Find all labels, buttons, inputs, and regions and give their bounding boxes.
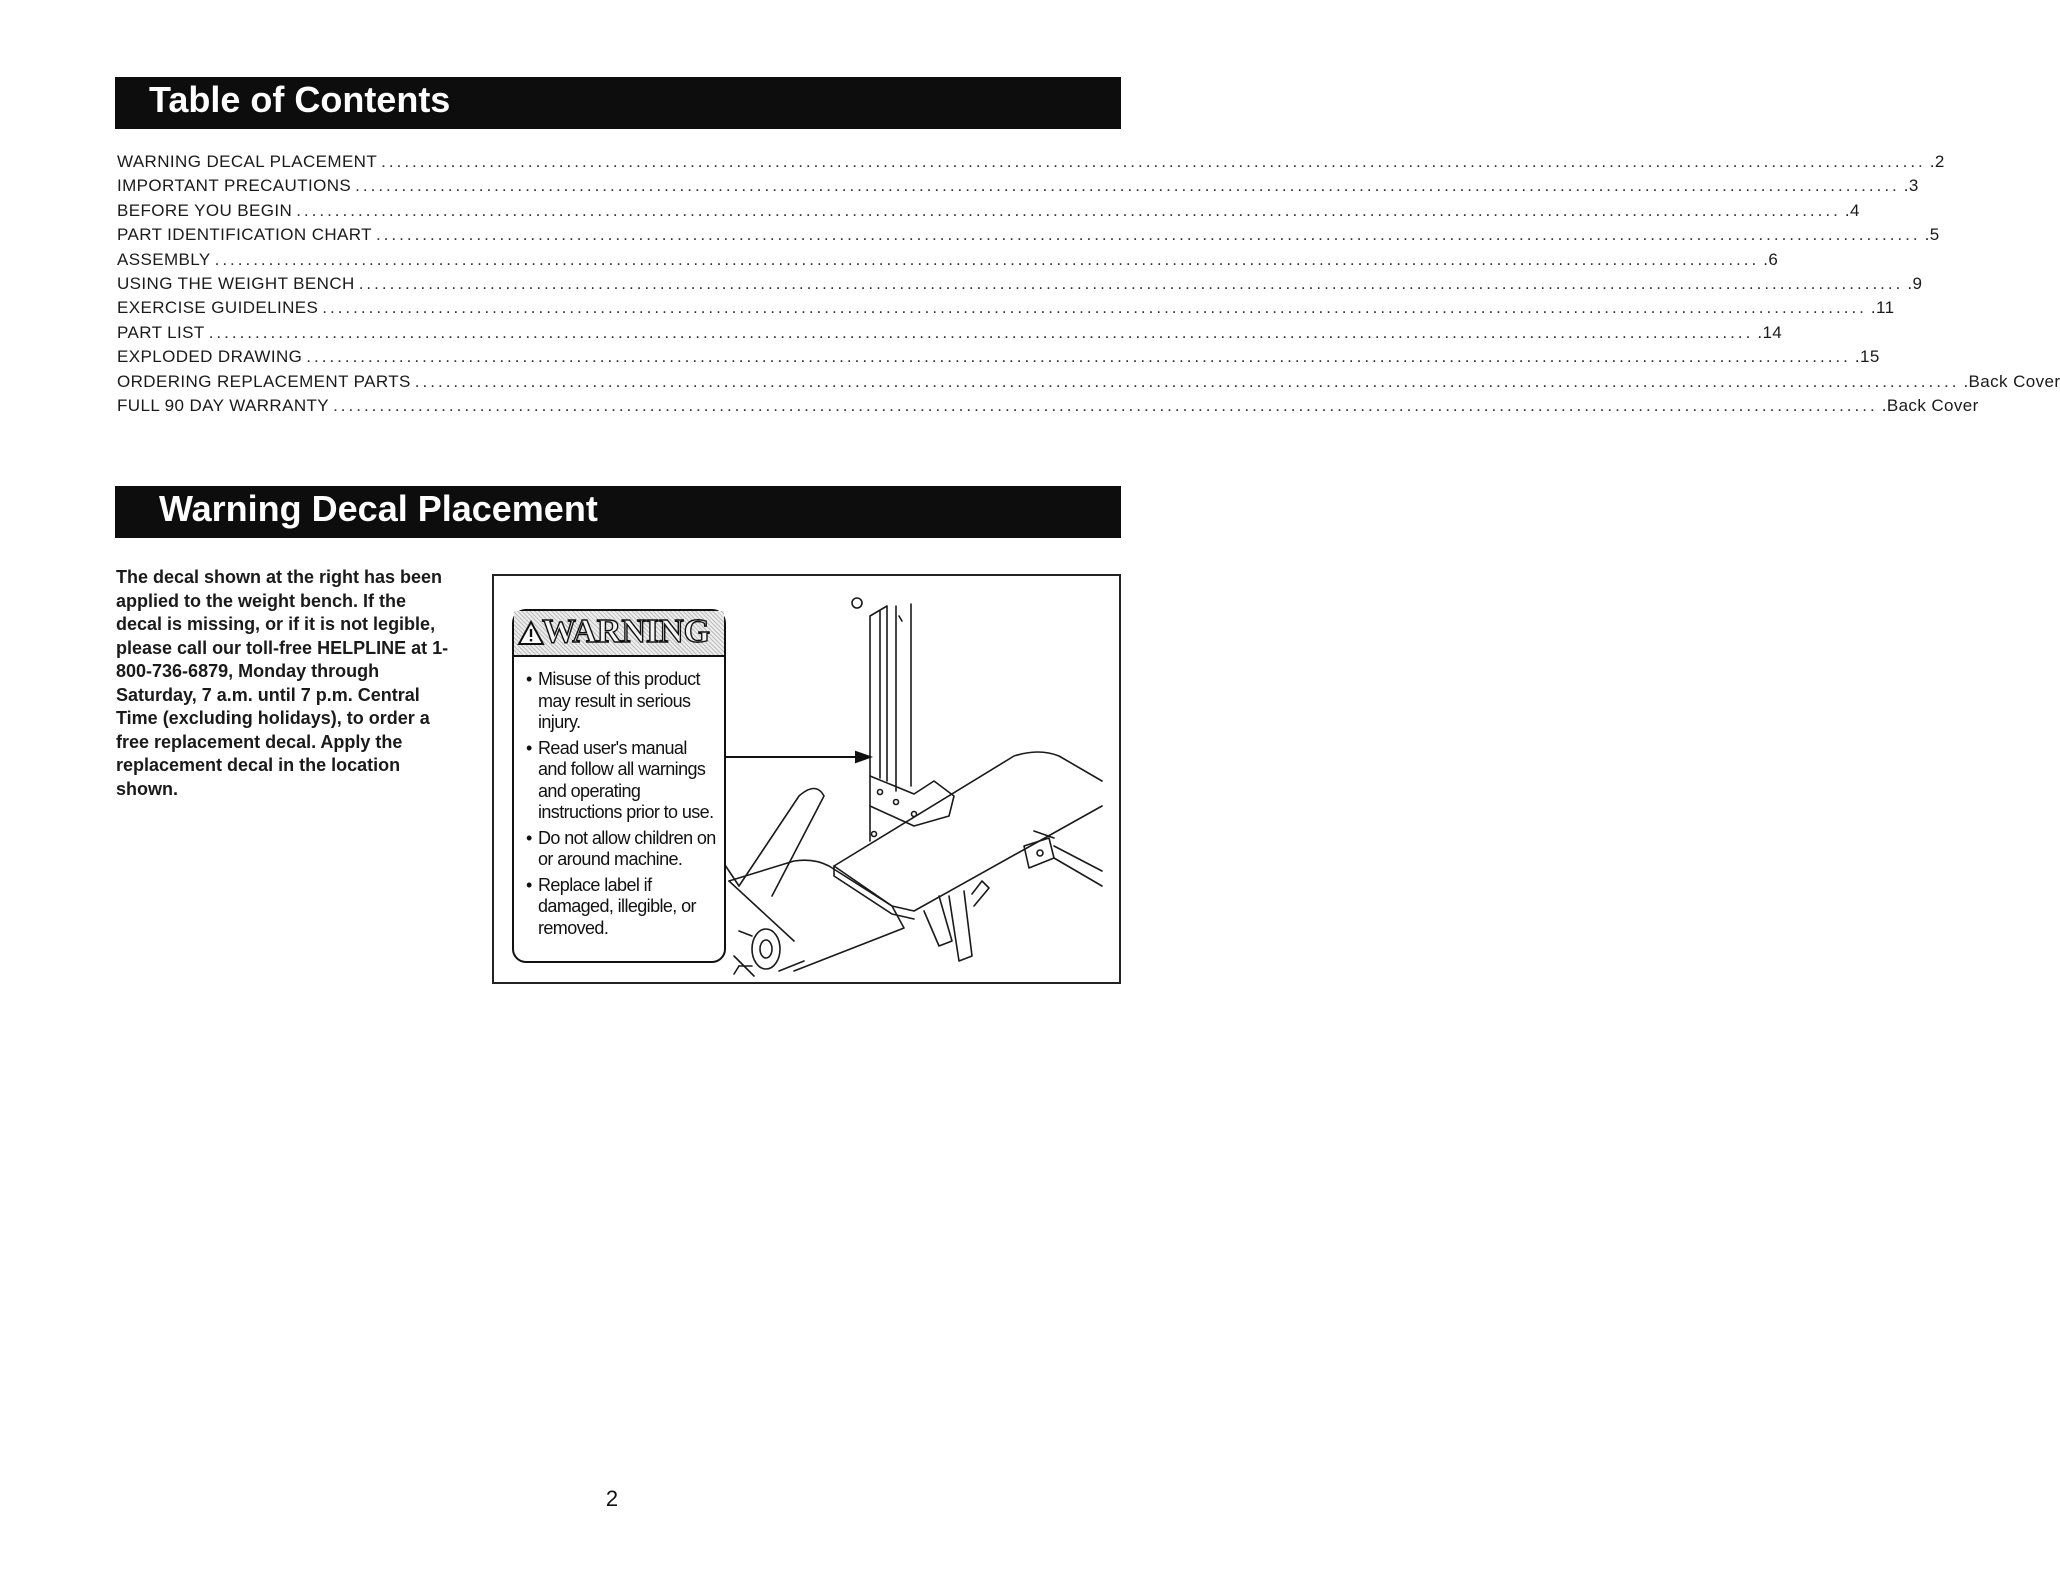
toc-entry-title: PART IDENTIFICATION CHART [117,225,372,245]
toc-entry[interactable] [117,249,1779,274]
toc-entry[interactable] [117,225,1940,249]
toc-entry-page: .2 [1929,152,1945,171]
toc-entry[interactable] [117,322,1783,347]
warning-decal-banner [115,486,1121,538]
decal-location-figure [492,574,1121,984]
toc-leader-dots: ........................................................................................................................................................................................................ [333,395,1878,415]
toc-entry-page: .3 [1903,176,1919,196]
toc-entry-title: IMPORTANT PRECAUTIONS [117,176,352,196]
warning-decal-header [514,611,724,657]
toc-entry-page: .Back Cover [1963,371,2060,391]
toc-entry-page: .6 [1763,249,1779,269]
toc-entry-title: ORDERING REPLACEMENT PARTS [117,371,411,391]
toc-list [117,152,2060,420]
toc-entry[interactable] [117,371,2060,396]
warning-triangle-icon [518,621,544,645]
toc-banner [115,77,1121,129]
toc-entry-page: .11 [1870,298,1895,318]
toc-entry[interactable] [117,200,1860,225]
toc-entry-title: FULL 90 DAY WARRANTY [117,395,330,415]
warning-decal [512,609,726,963]
toc-leader-dots: ........................................................................................................................................................................................................ [208,322,1754,342]
toc-entry[interactable] [117,273,1923,298]
toc-entry-page: .15 [1854,347,1880,367]
toc-entry[interactable] [117,347,1880,371]
toc-leader-dots: ........................................................................................................................................................................................................ [214,249,1760,269]
toc-entry-title: BEFORE YOU BEGIN [117,200,293,220]
toc-leader-dots: ........................................................................................................................................................................................................ [414,371,1960,391]
warning-bullet: • Do not allow children on or around machine. [526,828,718,871]
warning-decal-title: WARNING [542,613,711,650]
toc-entry[interactable] [117,395,1979,420]
toc-entry[interactable] [117,152,1945,176]
toc-entry-title: WARNING DECAL PLACEMENT [117,152,378,171]
warning-bullet: • Read user's manual and follow all warnings and operating instructions prior to use. [526,738,718,824]
toc-entry-page: .14 [1757,322,1783,342]
toc-leader-dots: ........................................................................................................................................................................................................ [375,225,1921,245]
toc-entry[interactable] [117,176,1919,200]
toc-entry-page: .5 [1924,225,1940,245]
toc-entry-page: .Back Cover [1881,395,1979,415]
toc-leader-dots: ........................................................................................................................................................................................................ [296,200,1841,220]
toc-leader-dots: ........................................................................................................................................................................................................ [355,176,1900,196]
warning-intro-text: The decal shown at the right has been applied to the weight bench. If the decal is missing, or if it is not legible, please call our toll-free HELPLINE at 1-800-736-6879, Monday through Saturday, 7 a.m. until 7 p.m. Central Time (excluding holidays), to order a free replacement decal. Apply the replacement decal in the location shown. [116,567,449,799]
toc-entry-page: .9 [1907,273,1923,293]
toc-entry-page: .4 [1844,200,1860,220]
toc-entry-title: USING THE WEIGHT BENCH [117,273,355,293]
toc-leader-dots: ........................................................................................................................................................................................................ [306,347,1851,367]
toc-entry-title: EXERCISE GUIDELINES [117,298,319,318]
toc-entry[interactable] [117,298,1895,322]
toc-leader-dots: ........................................................................................................................................................................................................ [322,298,1867,318]
toc-entry-title: EXPLODED DRAWING [117,347,303,367]
toc-entry-title: PART LIST [117,322,205,342]
toc-leader-dots: ........................................................................................................................................................................................................ [358,273,1904,293]
warning-decal-bullets [514,669,724,939]
page-number: 2 [605,1486,619,1511]
toc-entry-title: ASSEMBLY [117,249,211,269]
warning-bullet: • Misuse of this product may result in serious injury. [526,669,718,734]
warning-decal-heading: Warning Decal Placement [159,488,598,529]
warning-bullet: • Replace label if damaged, illegible, or removed. [526,875,718,940]
toc-leader-dots: ........................................................................................................................................................................................................ [381,152,1926,171]
toc-heading: Table of Contents [149,79,451,120]
